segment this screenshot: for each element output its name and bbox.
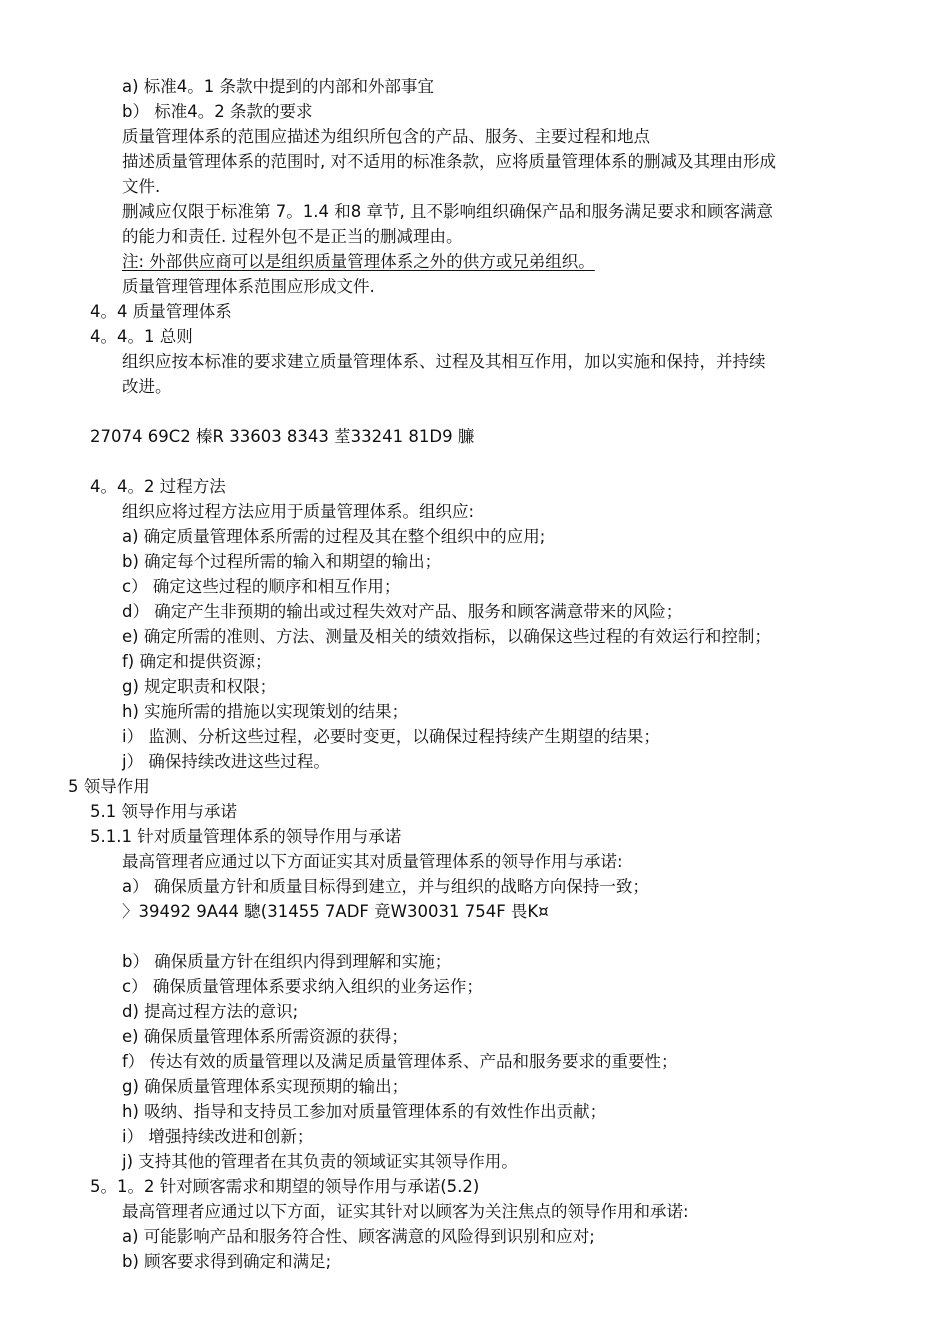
paragraph-top-management: 最高管理者应通过以下方面证实其对质量管理体系的领导作用与承诺: — [122, 852, 623, 871]
list-item: c） 确保质量管理体系要求纳入组织的业务运作； — [122, 977, 483, 996]
list-item: h) 实施所需的措施以实现策划的结果； — [122, 702, 409, 721]
garbled-code-line: 〉39492 9A44 驄(31455 7ADF 竟W30031 754F 畏K¤ — [122, 902, 549, 921]
list-item: a） 确保质量方针和质量目标得到建立，并与组织的战略方向保持一致； — [122, 877, 649, 896]
list-item: e) 确定所需的准则、方法、测量及相关的绩效指标，以确保这些过程的有效运行和控制； — [122, 627, 771, 646]
list-item-a: a) 标准4。1 条款中提到的内部和外部事宜 — [122, 77, 435, 96]
paragraph-process-approach: 组织应将过程方法应用于质量管理体系。组织应: — [122, 502, 475, 521]
list-item-b: b） 标准4。2 条款的要求 — [122, 102, 313, 121]
list-item: b) 确定每个过程所需的输入和期望的输出； — [122, 552, 442, 571]
section-heading-4-4-2: 4。4。2 过程方法 — [90, 477, 226, 496]
list-item: a) 可能影响产品和服务符合性、顾客满意的风险得到识别和应对; — [122, 1227, 595, 1246]
paragraph-general: 组织应按本标准的要求建立质量管理体系、过程及其相互作用，加以实施和保持，并持续 — [122, 352, 766, 371]
list-item: e) 确保质量管理体系所需资源的获得； — [122, 1027, 408, 1046]
list-item: b） 确保质量方针在组织内得到理解和实施； — [122, 952, 452, 971]
paragraph-customer-focus: 最高管理者应通过以下方面，证实其针对以顾客为关注焦点的领导作用和承诺: — [122, 1202, 689, 1221]
section-heading-4-4: 4。4 质量管理体系 — [90, 302, 232, 321]
paragraph-exclusion-limit: 删减应仅限于标准第 7。1.4 和8 章节, 且不影响组织确保产品和服务满足要求和顾客满意 — [122, 202, 773, 221]
list-item: g) 规定职责和权限； — [122, 677, 277, 696]
paragraph-scope-exclusion: 描述质量管理体系的范围时, 对不适用的标准条款，应将质量管理体系的删减及其理由形成 — [122, 152, 776, 171]
section-heading-5-1: 5.1 领导作用与承诺 — [90, 802, 237, 821]
list-item: a) 确定质量管理体系所需的过程及其在整个组织中的应用; — [122, 527, 546, 546]
list-item: f） 传达有效的质量管理以及满足质量管理体系、产品和服务要求的重要性； — [122, 1052, 678, 1071]
note-external-provider: 注: 外部供应商可以是组织质量管理体系之外的供方或兄弟组织。 — [122, 252, 595, 271]
list-item: g) 确保质量管理体系实现预期的输出； — [122, 1077, 409, 1096]
section-heading-5-1-1: 5.1.1 针对质量管理体系的领导作用与承诺 — [90, 827, 402, 846]
list-item: b) 顾客要求得到确定和满足; — [122, 1252, 332, 1271]
list-item: d） 确定产生非预期的输出或过程失效对产品、服务和顾客满意带来的风险； — [122, 602, 683, 621]
list-item: c） 确定这些过程的顺序和相互作用； — [122, 577, 401, 596]
list-item: j) 支持其他的管理者在其负责的领域证实其领导作用。 — [122, 1152, 518, 1171]
paragraph-scope-exclusion-cont: 文件. — [122, 177, 161, 196]
list-item: f) 确定和提供资源； — [122, 652, 272, 671]
chapter-heading-5: 5 领导作用 — [68, 777, 150, 796]
list-item: i） 增强持续改进和创新； — [122, 1127, 314, 1146]
list-item: j） 确保持续改进这些过程。 — [122, 752, 330, 771]
list-item: d) 提高过程方法的意识; — [122, 1002, 299, 1021]
paragraph-scope: 质量管理体系的范围应描述为组织所包含的产品、服务、主要过程和地点 — [122, 127, 650, 146]
paragraph-scope-documented: 质量管理管理体系范围应形成文件. — [122, 277, 375, 296]
garbled-code-line: 27074 69C2 榛R 33603 8343 荎33241 81D9 臁 — [90, 427, 475, 446]
section-heading-5-1-2: 5。1。2 针对顾客需求和期望的领导作用与承诺(5.2) — [90, 1177, 480, 1196]
list-item: i） 监测、分析这些过程，必要时变更，以确保过程持续产生期望的结果； — [122, 727, 660, 746]
paragraph-general-cont: 改进。 — [122, 377, 172, 396]
list-item: h) 吸纳、指导和支持员工参加对质量管理体系的有效性作出贡献； — [122, 1102, 607, 1121]
section-heading-4-4-1: 4。4。1 总则 — [90, 327, 193, 346]
paragraph-exclusion-limit-cont: 的能力和责任. 过程外包不是正当的删减理由。 — [122, 227, 463, 246]
